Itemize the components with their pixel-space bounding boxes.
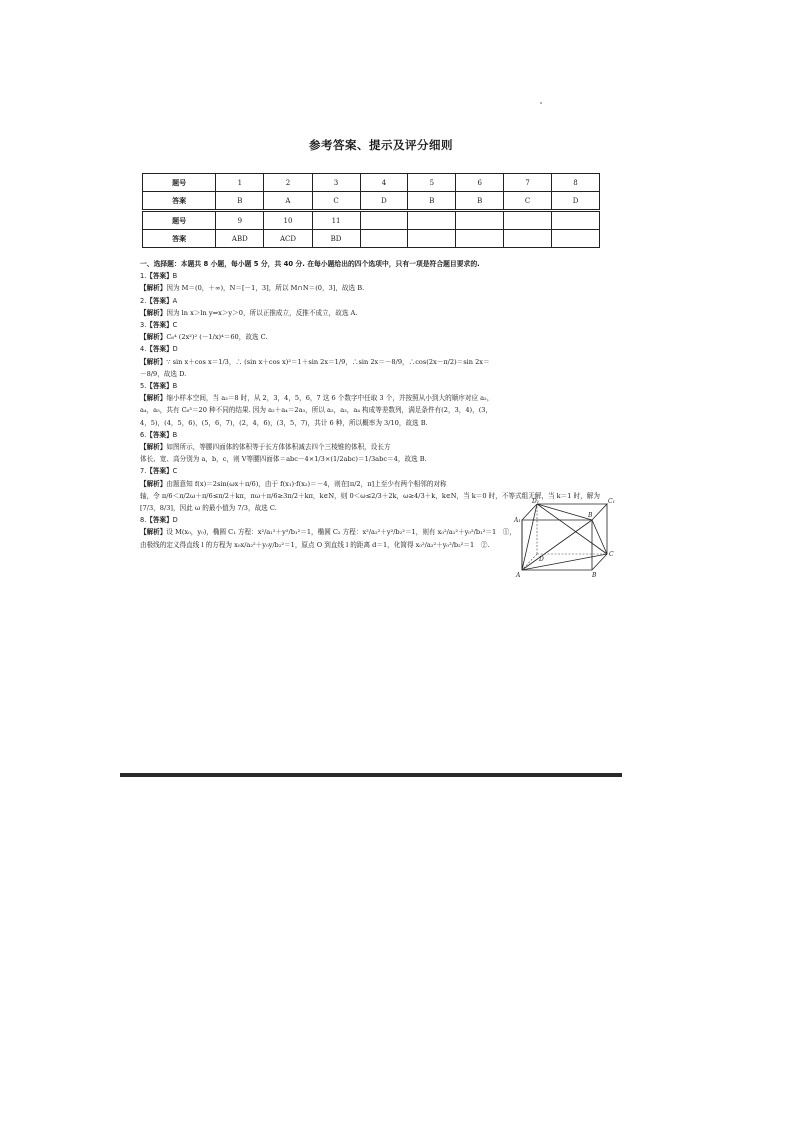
cell: 11 [312,211,360,230]
vertex-label: A [516,572,521,579]
answer-line [140,295,620,307]
analysis-line [140,282,620,294]
cell [456,230,504,248]
analysis-tag: 【解析】 [140,308,167,317]
answer-value: C [172,467,178,476]
question-number: 8. [140,516,147,525]
question-number: 5. [140,382,147,391]
vertex-label: B [588,512,593,519]
analysis-text: 如图所示，等腰四面体的体积等于长方体体积减去四个三棱锥的体积，设长方 [166,443,391,452]
cell: 8 [552,174,600,192]
tetra-edge [522,520,592,570]
question-number: 1. [140,272,147,281]
vertex-label: D₁ [532,498,540,505]
vertex-label: C₁ [608,498,615,505]
answer-value: D [172,516,178,525]
cell: 9 [216,211,264,230]
answer-tag: 【答案】 [146,467,173,476]
cell [360,230,408,248]
cell: C [312,192,360,211]
cuboid-figure [512,498,622,580]
cell [408,230,456,248]
page-divider [120,773,622,777]
answer-tag: 【答案】 [146,430,173,439]
cell: 4 [360,174,408,192]
analysis-text: C₆⁴ (2x²)² (－1/x)⁴＝60，故选 C. [166,333,268,342]
analysis-tag: 【解析】 [140,333,167,342]
row-header: 答案 [143,192,216,211]
page-title: 参考答案、提示及评分细则 [309,138,453,152]
row-header: 题号 [143,174,216,192]
analysis-text: 设 M(x₀，y₀)，椭圆 C₁ 方程：x²/a₁²＋y²/b₁²＝1，椭圆 C₂ 方程：x²/a₂²＋y²/b₂²＝1，则有 x₀²/a₁²＋y₀²/b₁²＝1 ①， [166,528,516,537]
cell: A [264,192,312,211]
scan-speck [540,102,542,104]
answer-line [140,343,620,355]
vertex-label: A₁ [514,517,521,524]
analysis-tag: 【解析】 [140,528,167,537]
answer-value: D [172,345,178,354]
cell [360,211,408,230]
analysis-text: 因为 M＝(0，＋∞)，N＝[－1，3]，所以 M∩N＝(0，3]，故选 B. [166,284,365,293]
cell: B [216,192,264,211]
analysis-line [140,307,620,319]
analysis-line: 4，5)，(4，5，6)，(5，6，7)，(2，4，6)，(3，5，7)，共计 6 种，所以概率为 3/10，故选 B. [140,418,428,427]
answer-value: B [172,382,178,391]
analysis-line [140,356,620,368]
cell [552,211,600,230]
answer-tag: 【答案】 [146,272,173,281]
cell: B [456,192,504,211]
cell: D [552,192,600,211]
question-number: 4. [140,345,147,354]
row-header: 答案 [143,230,216,248]
vertex-label: B [592,572,597,579]
answer-tag: 【答案】 [146,516,173,525]
answer-line [140,380,620,392]
answer-line [140,319,620,331]
analysis-line: －8/9，故选 D. [140,369,187,378]
answer-line [140,465,620,477]
analysis-text: 因为 ln x＞ln y⇔x＞y＞0，所以正推成立，反推不成立，故选 A. [166,308,358,317]
answer-value: C [172,321,178,330]
question-number: 6. [140,430,147,439]
answer-tag: 【答案】 [146,382,173,391]
cell [408,211,456,230]
row-header: 题号 [143,211,216,230]
analysis-text: 由题意知 f(x)＝2sin(ωx＋π/6)，由于 f(x₁)·f(x₂)＝－4，则在[π/2，π]上至少有两个相邻的对称 [166,479,447,488]
cell: 10 [264,211,312,230]
analysis-text: ∵ sin x＋cos x＝1/3，∴ (sin x＋cos x)²＝1＋sin 2x＝1/9，∴sin 2x＝－8/9，∴cos(2x－π/2)＝sin 2x＝ [166,357,490,366]
table-row [143,230,600,248]
analysis-line: 体长、宽、高分别为 a，b，c，则 V等腰四面体＝abc－4×1/3×(1/2abc)＝1/3abc＝4，故选 B. [140,455,427,464]
analysis-line: [7/3，8/3]，因此 ω 的最小值为 7/3，故选 C. [140,504,277,513]
analysis-line: 由极线的定义得直线 l 的方程为 x₀x/a₂²＋y₀y/b₂²＝1，原点 O 到直线 l 的距离 d＝1，化简得 x₀²/a₂²＋y₀²/b₂²＝1 ②. [140,540,490,549]
answer-value: B [172,430,178,439]
analysis-line: a₄，a₅，共有 C₆³＝20 种不同的结果. 因为 a₂＋a₄＝2a₃，所以 a₂，a₃，a₄ 构成等差数列，满足条件有(2，3，4)，(3， [140,406,493,415]
cell: 5 [408,174,456,192]
cell: D [360,192,408,211]
cell: ACD [264,230,312,248]
cell: BD [312,230,360,248]
tetra-edge [522,504,537,570]
analysis-text: 缩小样本空间，当 a₃＝8 时，从 2，3，4，5，6，7 这 6 个数字中任取 3 个，并按照从小到大的顺序对应 a₂， [166,394,494,403]
vertex-label: C [609,551,614,558]
cell: 3 [312,174,360,192]
cell: C [504,192,552,211]
section-heading: 一、选择题：本题共 8 小题，每小题 5 分，共 40 分. 在每小题给出的四个选项中，只有一项是符合题目要求的. [140,260,480,268]
question-number: 3. [140,321,147,330]
analysis-tag: 【解析】 [140,394,167,403]
answer-tag: 【答案】 [146,321,173,330]
question-number: 2. [140,296,147,305]
cell [504,211,552,230]
answer-table [142,173,600,248]
answer-line [140,270,620,282]
answer-line [140,429,620,441]
cell [456,211,504,230]
analysis-tag: 【解析】 [140,479,167,488]
analysis-line [140,441,505,453]
vertex-label: D [539,556,544,563]
cell [552,230,600,248]
answer-value: A [172,296,178,305]
answer-tag: 【答案】 [146,345,173,354]
cell: 2 [264,174,312,192]
table-row [143,211,600,230]
analysis-tag: 【解析】 [140,443,167,452]
cuboid-edge [522,504,537,520]
analysis-line [140,331,620,343]
analysis-tag: 【解析】 [140,357,167,366]
answer-tag: 【答案】 [146,296,173,305]
table-row [143,174,600,192]
cell: 7 [504,174,552,192]
tetra-edge [537,504,607,554]
table-row [143,192,600,211]
analysis-line [140,392,620,404]
cell: B [408,192,456,211]
cell: 6 [456,174,504,192]
analysis-tag: 【解析】 [140,284,167,293]
cell: ABD [216,230,264,248]
analysis-line: 轴，令 π/6＜π/2ω＋π/6≤π/2＋kπ，πω＋π/6≥3π/2＋kπ，k∈N，则 0＜ω≤2/3＋2k，ω≥4/3＋k，k∈N，当 k＝0 时，不等式组无解，当 k＝1 时，解为 [140,491,600,500]
question-number: 7. [140,467,147,476]
cell [504,230,552,248]
analysis-line [140,478,620,490]
tetra-edge [537,504,592,520]
cell: 1 [216,174,264,192]
answer-value: B [172,272,178,281]
